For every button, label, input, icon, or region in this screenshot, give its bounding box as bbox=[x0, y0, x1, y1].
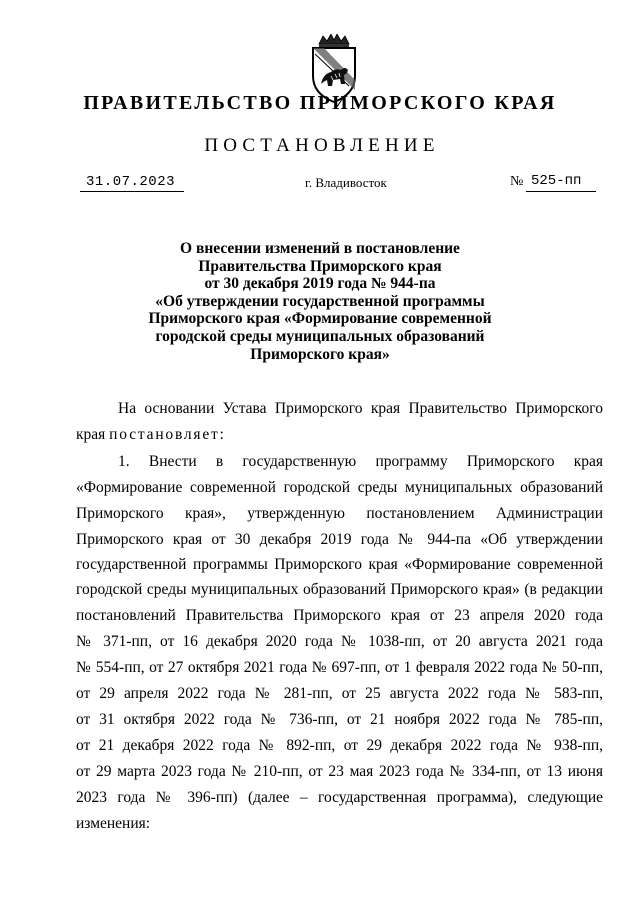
heading-line: Приморского края «Формирование современной bbox=[148, 310, 492, 328]
document-date: 31.07.2023 bbox=[86, 174, 176, 190]
heading-line: Приморского края» bbox=[250, 345, 390, 363]
preamble-prefix: края bbox=[76, 426, 110, 443]
document-number: 525-пп bbox=[531, 173, 582, 189]
body-line: № 554-пп, от 27 октября 2021 года № 697-пп, от 1 февраля 2022 года № 50-пп, bbox=[76, 659, 603, 676]
document-city: г. Владивосток bbox=[305, 175, 387, 190]
resolves-word: постановляет: bbox=[109, 426, 226, 443]
body-line: от 29 марта 2023 года № 210-пп, от 23 мая 2023 года № 334-пп, от 13 июня bbox=[76, 763, 603, 780]
body-line: от 31 октября 2022 года № 736-пп, от 21 ноября 2022 года № 785-пп, bbox=[76, 711, 603, 728]
body-line: 2023 года № 396-пп) (далее – государственная программа), следующие bbox=[76, 789, 603, 806]
body-line: городской среды муниципальных образований Приморского края» (в редакции bbox=[76, 581, 603, 598]
heading-line: «Об утверждении государственной программы bbox=[155, 292, 485, 310]
body-line: постановлений Правительства Приморского края от 23 апреля 2020 года bbox=[76, 607, 603, 624]
heading-line: от 30 декабря 2019 года № 944-па bbox=[204, 275, 436, 293]
body-line: от 21 декабря 2022 года № 892-пп, от 29 декабря 2022 года № 938-пп, bbox=[76, 737, 603, 754]
body-line: № 371-пп, от 16 декабря 2020 года № 1038-пп, от 20 августа 2021 года bbox=[76, 633, 603, 650]
preamble-line bbox=[76, 425, 603, 445]
body-line: Приморского края», утвержденную постановлением Администрации bbox=[76, 505, 603, 522]
number-underline bbox=[526, 191, 596, 192]
heading-line: Правительства Приморского края bbox=[198, 257, 442, 275]
body-line: 1. Внести в государственную программу Приморского края bbox=[118, 453, 603, 470]
heading-line: городской среды муниципальных образований bbox=[155, 327, 485, 345]
heading-line: О внесении изменений в постановление bbox=[180, 240, 460, 257]
document-heading bbox=[0, 240, 640, 363]
number-sign: № bbox=[510, 174, 524, 189]
preamble-line: На основании Устава Приморского края Правительство Приморского bbox=[118, 400, 603, 417]
document-type: ПОСТАНОВЛЕНИЕ bbox=[204, 135, 440, 156]
date-underline bbox=[80, 191, 184, 192]
body-line: изменения: bbox=[76, 815, 151, 832]
body-line: Приморского края от 30 декабря 2019 года № 944-па «Об утверждении bbox=[76, 531, 603, 548]
body-line: «Формирование современной городской среды муниципальных образований bbox=[76, 479, 603, 496]
body-line: от 29 апреля 2022 года № 281-пп, от 25 августа 2022 года № 583-пп, bbox=[76, 685, 603, 702]
body-line: государственной программы Приморского края «Формирование современной bbox=[76, 556, 603, 573]
government-title: ПРАВИТЕЛЬСТВО ПРИМОРСКОГО КРАЯ bbox=[83, 92, 557, 114]
